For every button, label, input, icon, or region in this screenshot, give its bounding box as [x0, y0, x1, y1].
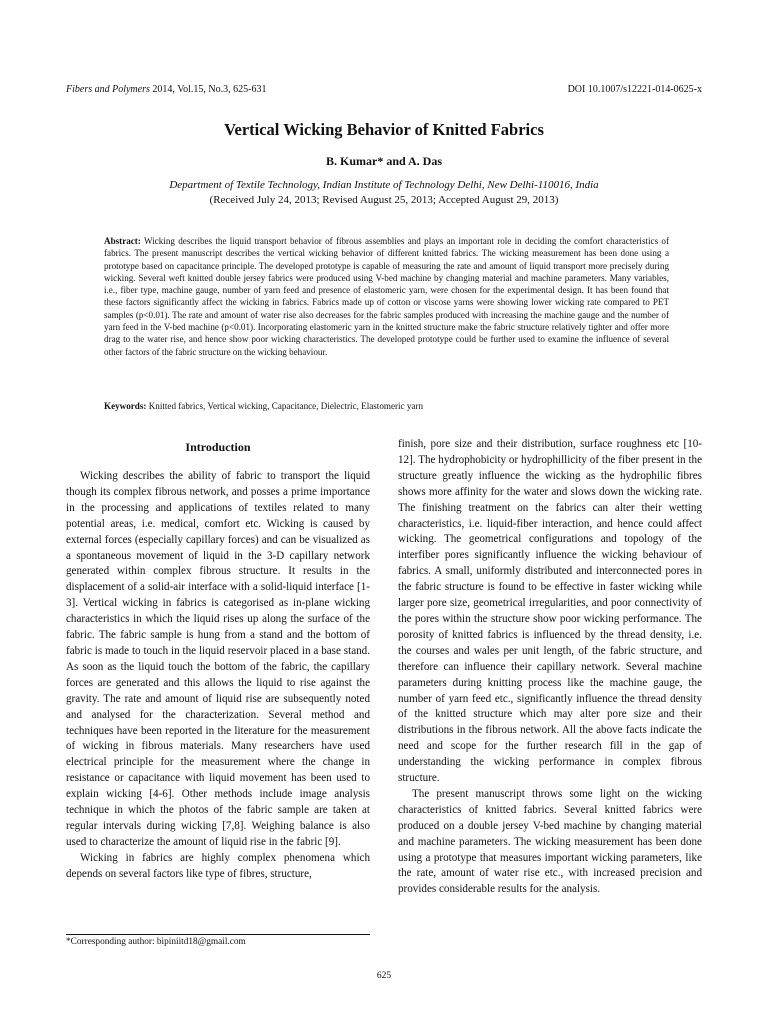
journal-name: Fibers and Polymers [66, 84, 150, 95]
abstract-text: Wicking describes the liquid transport behavior of fibrous assemblies and plays an important role in deciding the comfort characteristics of fabrics. The present manuscript describes the vertical wicking behavior of different knitted fabrics. The wicking measurement has been done using a prototype based on capacitance principle. The developed prototype is capable of measuring the rate and amount of liquid transport more precisely during wicking. Several weft knitted double jersey fabrics were produced using V-bed machine by changing material and machine parameters. Many variables, i.e., fiber type, machine gauge, number of yarn feed and presence of elastomeric yarn, were chosen for the experimental design. It has been found that these factors significantly affect the wicking in fabrics. Fabrics made up of cotton or viscose yarns were showing lower wicking rate compared to PET samples (p<0.01). The rate and amount of water rise also decreases for the fabric samples produced with increasing the machine gauge and the number of yarn feed in the V-bed machine (p<0.01). Incorporating elastomeric yarn in the knitted structure make the fabric structure relatively tighter and offer more drag to the water rise, and hence show poor wicking characteristics. The developed prototype could be further used to examine the influence of several other factors of the fabric structure on the wicking behaviour. [104, 236, 669, 357]
journal-volume: 2014, Vol.15, No.3, 625-631 [149, 84, 267, 95]
page-number: 625 [376, 971, 392, 981]
running-header-doi: DOI 10.1007/s12221-014-0625-x [567, 84, 702, 95]
left-column [66, 440, 370, 883]
body-paragraph: The present manuscript throws some light on the wicking characteristics of knitted fabrics. Several knitted fabrics were produced on a double jersey V-bed machine by changing material and machine parameters. The wicking measurement has been done using a prototype that measures important wicking parameters, like the rate, amount of water rise etc., with increased precision and provides considerable results for the analysis. [398, 787, 702, 896]
body-paragraph: Wicking describes the ability of fabric to transport the liquid though its complex fibrous network, and posses a prime importance in the processing and applications of textiles related to many potential areas, i.e. medical, comfort etc. Wicking is caused by external forces (especially capillary forces) and can be visualized as a spontaneous movement of liquid in the 3-D capillary network generated within complex fibrous structure. It results in the displacement of a solid-air interface with a solid-liquid interface [1-3]. Vertical wicking in fabrics is categorised as in-plane wicking characteristics in which the liquid rises up along the surface of the fabric. The fabric sample is hung from a stand and the bottom of fabric is made to touch in the liquid reservoir placed in a base stand. As soon as the liquid touch the bottom of the fabric, the capillary forces are generated and this allows the liquid to rise against the gravity. The rate and amount of liquid rise are subsequently noted and analysed for the characterization. Several method and techniques have been reported in the literature for the measurement of wicking in fibrous materials. Many researchers have used electrical principle for the measurement where the change in resistance or capacitance with liquid movement has been used to explain wicking [4-6]. Other methods include image analysis technique in which the photos of the fabric sample are taken at regular intervals during wicking [7,8]. Weighing balance is also used to characterize the amount of liquid rise in the fabric [9]. [66, 470, 370, 848]
section-heading-introduction: Introduction [185, 440, 251, 454]
author-affiliation: Department of Textile Technology, Indian Institute of Technology Delhi, New Delhi-110016, India [169, 179, 599, 191]
abstract-label: Abstract: [104, 236, 141, 246]
footnote-divider [66, 934, 370, 935]
paper-authors: B. Kumar* and A. Das [325, 154, 443, 168]
keywords-text: Knitted fabrics, Vertical wicking, Capacitance, Dielectric, Elastomeric yarn [146, 401, 424, 411]
submission-dates: (Received July 24, 2013; Revised August 25, 2013; Accepted August 29, 2013) [209, 194, 559, 206]
keywords [104, 400, 669, 412]
running-header-citation [66, 84, 266, 95]
keywords-label: Keywords: [104, 401, 147, 411]
paper-title: Vertical Wicking Behavior of Knitted Fabrics [224, 120, 544, 139]
corresponding-author-footnote: *Corresponding author: bipiniitd18@gmail.com [66, 937, 246, 947]
abstract [104, 235, 669, 358]
body-paragraph: Wicking in fabrics are highly complex phenomena which depends on several factors like type of fibres, structure, [66, 851, 370, 880]
body-paragraph: finish, pore size and their distribution, surface roughness etc [10-12]. The hydrophobicity or hydrophillicity of the fiber present in the structure greatly influence the wicking as the hydrophilic fibres shows more affinity for the water and slows down the wicking rate. The finishing treatment on the fabrics can alter their wetting characteristics, i.e. liquid-fiber interaction, and hence could affect wicking. The geometrical configurations and topology of the interfiber pores significantly influence the wicking behaviour of fabrics. A small, uniformly distributed and interconnected pores in the fabric structure is found to be effective in faster wicking while larger pore size, geometrical irregularities, and poor connectivity of the pores within the structure show poor wicking performance. The porosity of knitted fabrics is influenced by the thread density, i.e. the courses and wales per unit length, of the fabric structure, and therefore can influence their capillary network. Several machine parameters during knitting process like the machine gauge, the number of yarn feed etc., significantly influence the thread density of the knitted structure which may alter pore size and their distributions in the fibrous network. All the above facts indicate the need and scope for the further research fill in the gap of understanding the wicking performance in complex fibrous structure. [398, 438, 702, 785]
right-column [398, 437, 702, 898]
